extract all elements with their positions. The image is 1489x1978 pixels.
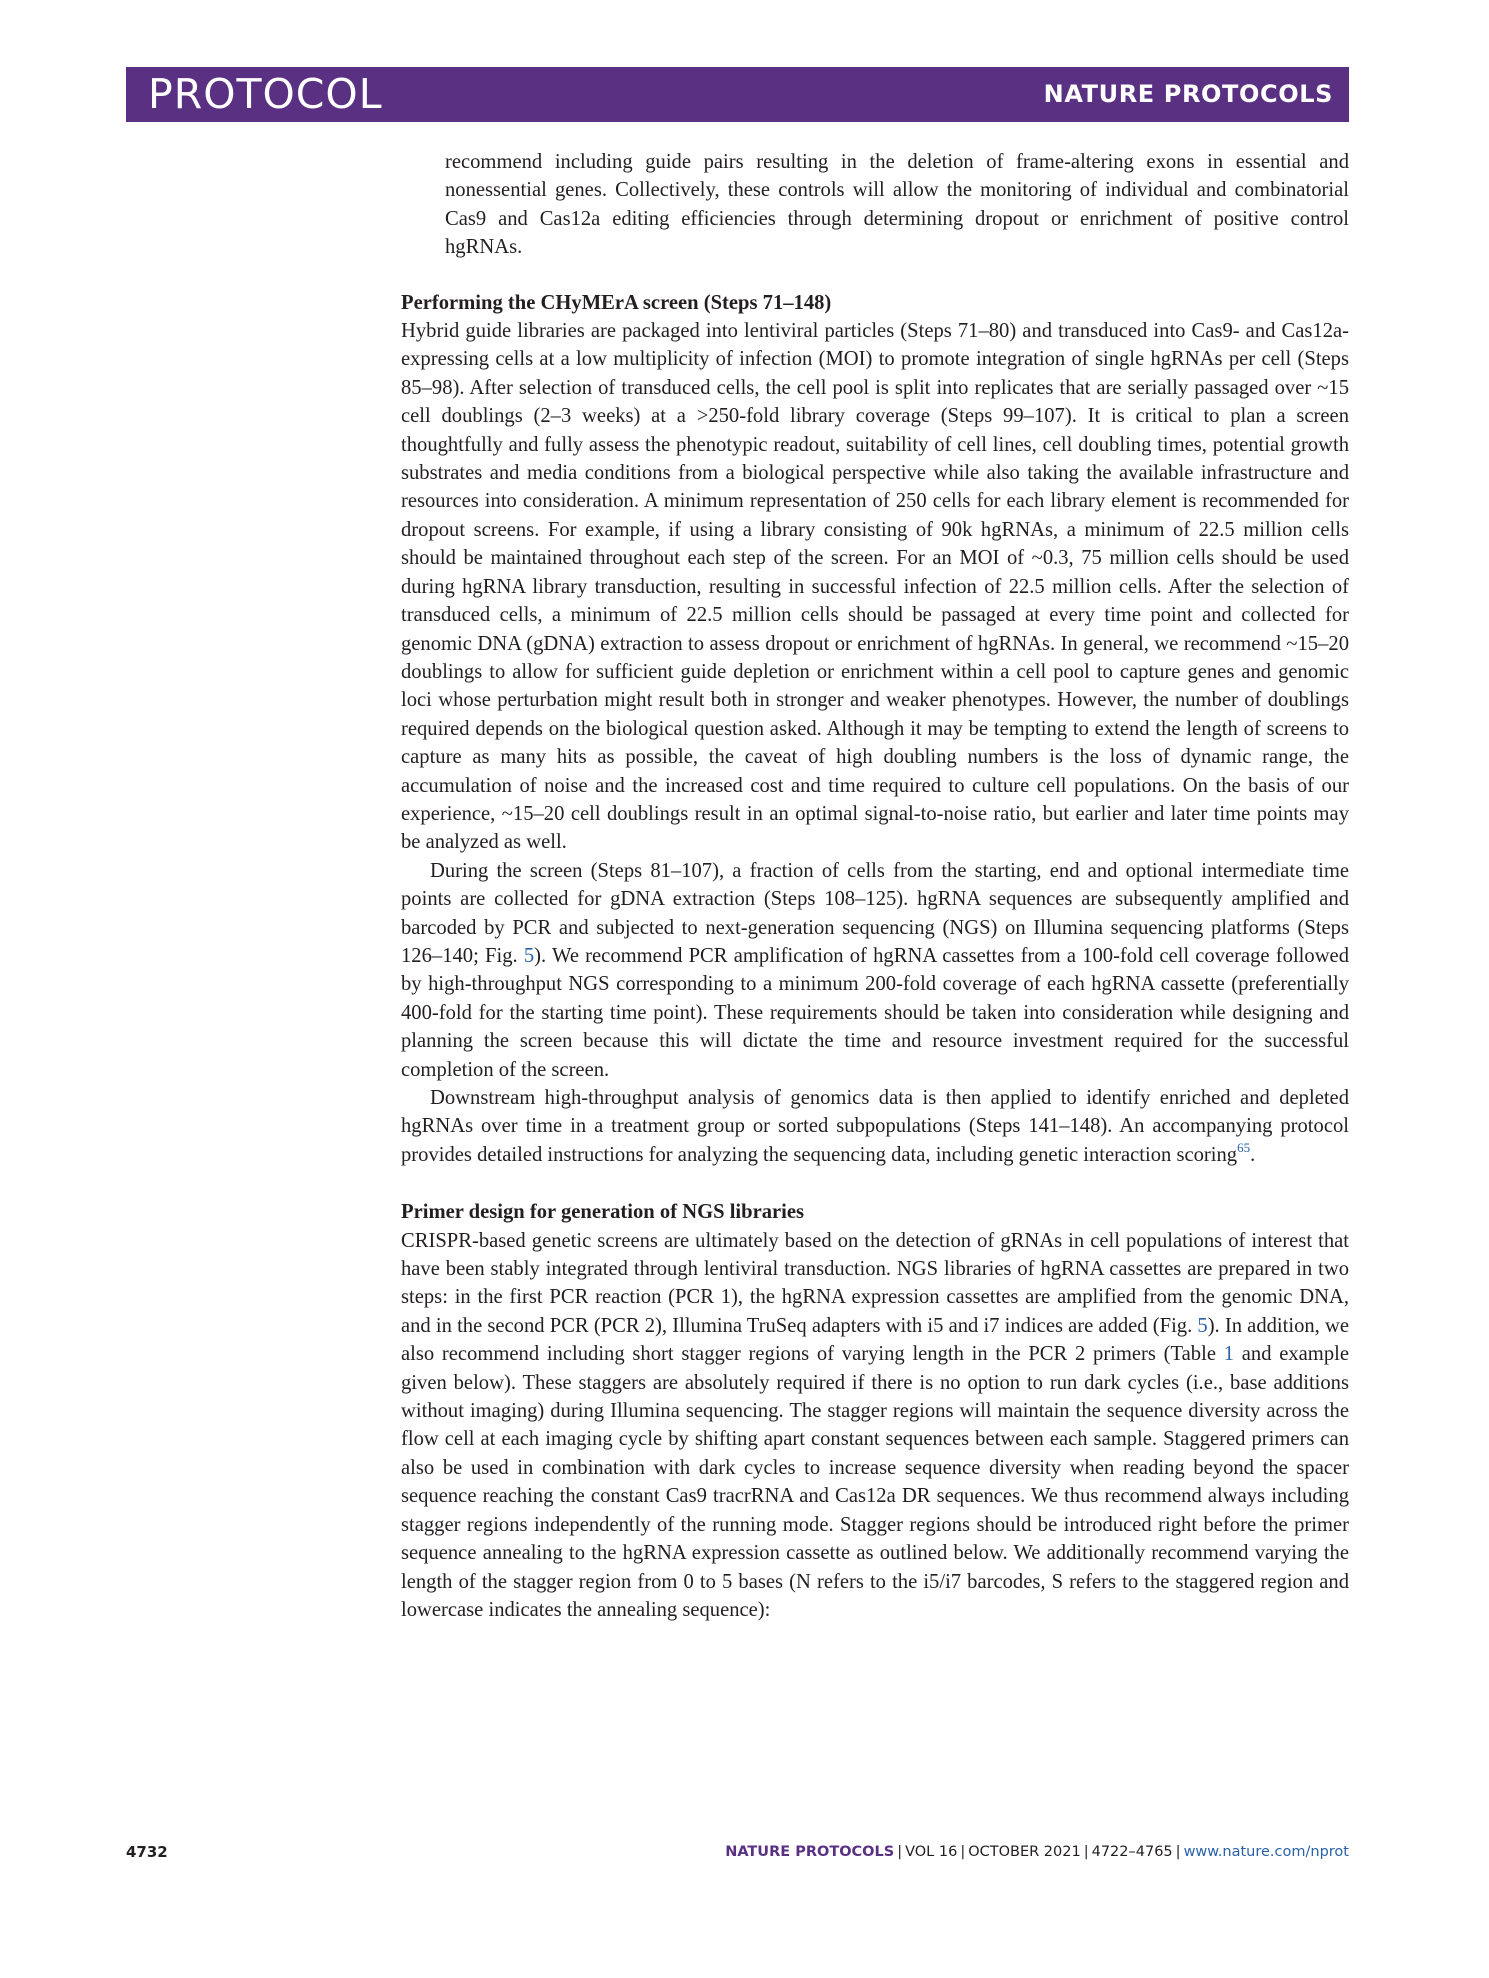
- article-type-label: PROTOCOL: [148, 70, 383, 118]
- footer-citation: NATURE PROTOCOLS | VOL 16 | OCTOBER 2021 | 4722–4765 | www.nature.com/nprot: [725, 1844, 1349, 1860]
- table-1-link[interactable]: 1: [1223, 1343, 1235, 1366]
- footer-volume: VOL 16: [905, 1844, 958, 1860]
- paragraph-screen-sequencing: During the screen (Steps 81–107), a fraction of cells from the starting, end and optional intermediate time points are collected for gDNA extraction (Steps 108–125). hgRNA sequences are subsequently amplified and barcoded by PCR and subjected to next-generation sequencing (NGS) on Illumina sequencing platforms (Steps 126–140; Fig. 5). We recommend PCR amplification of hgRNA cassettes from a 100-fold cell coverage followed by high-throughput NGS corresponding to a minimum 200-fold coverage of each hgRNA cassette (preferentially 400-fold for the starting time point). These requirements should be taken into consideration while designing and planning the screen because this will dictate the time and resource investment required for the successful completion of the screen.: [401, 859, 1349, 1081]
- paragraph-primer-design: CRISPR-based genetic screens are ultimately based on the detection of gRNAs in cell populations of interest that have been stably integrated through lentiviral transduction. NGS libraries of hgRNA cassettes are prepared in two steps: in the first PCR reaction (PCR 1), the hgRNA expression cassettes are amplified from the genomic DNA, and in the second PCR (PCR 2), Illumina TruSeq adapters with i5 and i7 indices are added (Fig. 5). In addition, we also recommend including short stagger regions of varying length in the PCR 2 primers (Table 1 and example given below). These staggers are absolutely required if there is no option to run dark cycles (i.e., base additions without imaging) during Illumina sequencing. The stagger regions will maintain the sequence diversity across the flow cell at each imaging cycle by shifting apart constant sequences between each sample. Staggered primers can also be used in combination with dark cycles to increase sequence diversity when reading beyond the spacer sequence reaching the constant Cas9 tracrRNA and Cas12a DR sequences. We thus recommend always including stagger regions independently of the running mode. Stagger regions should be introduced right before the primer sequence annealing to the hgRNA expression cassette as outlined below. We additionally recommend varying the length of the stagger region from 0 to 5 bases (N refers to the i5/i7 barcodes, S refers to the staggered region and lowercase indicates the annealing sequence):: [401, 1229, 1349, 1621]
- footer-journal-name: NATURE PROTOCOLS: [725, 1844, 895, 1860]
- journal-url-link[interactable]: www.nature.com/nprot: [1183, 1844, 1349, 1860]
- paragraph-screen-analysis: Downstream high-throughput analysis of genomics data is then applied to identify enriched and depleted hgRNAs over time in a treatment group or sorted subpopulations (Steps 141–148). An accompanying protocol provides detailed instructions for analyzing the sequencing data, including genetic interaction scoring$^{65}$.: [401, 1087, 1349, 1166]
- section-heading-primer-design: Primer design for generation of NGS libraries: [401, 1201, 805, 1224]
- reference-65-link[interactable]: 65: [1237, 1139, 1251, 1155]
- intro-continuation-paragraph: recommend including guide pairs resulting in the deletion of frame-altering exons in essential and nonessential genes. Collectively, these controls will allow the monitoring of individual and combinatorial Cas9 and Cas12a editing efficiencies through determining dropout or enrichment of positive control hgRNAs.: [445, 151, 1349, 259]
- figure-5-link[interactable]: 5: [523, 944, 535, 967]
- page-number: 4732: [126, 1843, 168, 1861]
- paragraph-screen-overview: Hybrid guide libraries are packaged into lentiviral particles (Steps 71–80) and transduced into Cas9- and Cas12a-expressing cells at a low multiplicity of infection (MOI) to promote integration of single hgRNAs per cell (Steps 85–98). After selection of transduced cells, the cell pool is split into replicates that are serially passaged over ~15 cell doublings (2–3 weeks) at a >250-fold library coverage (Steps 99–107). It is critical to plan a screen thoughtfully and fully assess the phenotypic readout, suitability of cell lines, cell doubling times, potential growth substrates and media conditions from a biological perspective while also taking the available infrastructure and resources into consideration. A minimum representation of 250 cells for each library element is recommended for dropout screens. For example, if using a library consisting of 90k hgRNAs, a minimum of 22.5 million cells should be maintained throughout each step of the screen. For an MOI of ~0.3, 75 million cells should be used during hgRNA library transduction, resulting in successful infection of 22.5 million cells. After the selection of transduced cells, a minimum of 22.5 million cells should be passaged at every time point and collected for genomic DNA (gDNA) extraction to assess dropout or enrichment of hgRNAs. In general, we recommend ~15–20 doublings to allow for sufficient guide depletion or enrichment within a cell pool to capture genes and genomic loci whose perturbation might result both in stronger and weaker phenotypes. However, the number of doublings required depends on the biological question asked. Although it may be tempting to extend the length of screens to capture as many hits as possible, the caveat of high doubling numbers is the loss of dynamic range, the accumulation of noise and the increased cost and time required to culture cell populations. On the basis of our experience, ~15–20 cell doublings result in an optimal signal-to-noise ratio, but earlier and later time points may be analyzed as well.: [401, 320, 1349, 854]
- footer-date: OCTOBER 2021: [968, 1844, 1081, 1860]
- figure-5-link[interactable]: 5: [1197, 1314, 1208, 1337]
- section-heading-screen: Performing the CHyMErA screen (Steps 71–148): [401, 291, 832, 314]
- journal-header-bar: [126, 67, 1349, 122]
- footer-pages: 4722–4765: [1091, 1844, 1173, 1860]
- article-body: [401, 148, 1349, 1624]
- journal-name-label: NATURE PROTOCOLS: [1043, 80, 1333, 108]
